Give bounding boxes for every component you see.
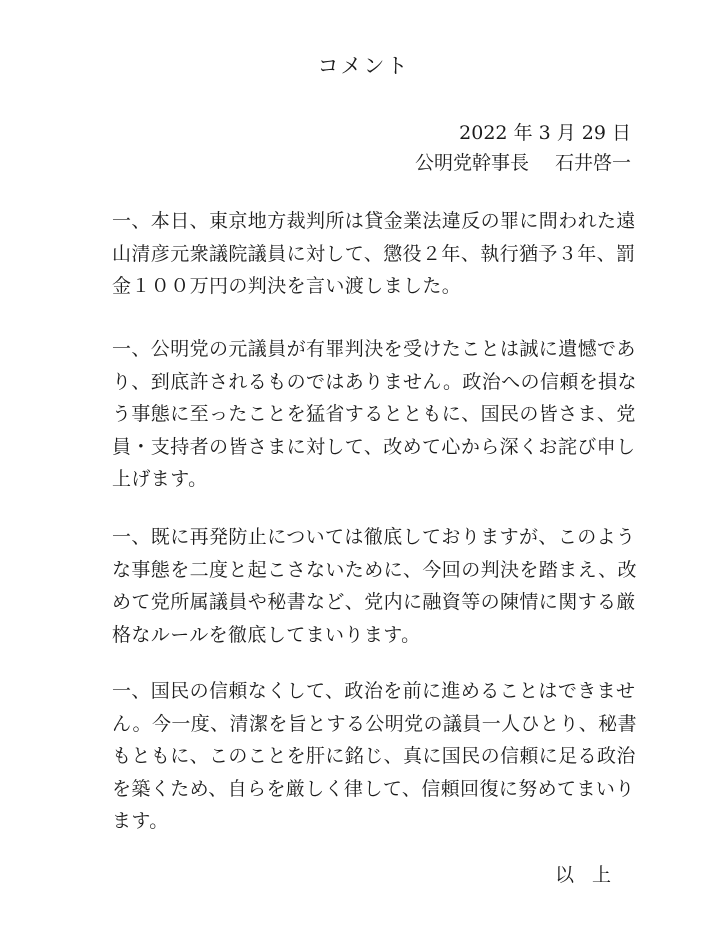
- paragraph-line: 一、既に再発防止については徹底しておりますが、このよう: [112, 526, 636, 548]
- document-date: 2022 年 3 月 29 日: [459, 122, 631, 144]
- paragraph-line: 一、公明党の元議員が有罪判決を受けたことは誠に遺憾であ: [112, 338, 636, 360]
- paragraph-line: な事態を二度と起こさないために、今回の判決を踏まえ、改: [112, 558, 637, 581]
- paragraph-line: もともに、このことを肝に銘じ、真に国民の信頼に足る政治: [112, 745, 636, 768]
- paragraph-line: 員・支持者の皆さまに対して、改めて心から深くお詫び申し: [112, 435, 636, 458]
- paragraph-line: ん。今一度、清潔を旨とする公明党の議員一人ひとり、秘書: [112, 712, 637, 735]
- closing-remark: 以上: [554, 864, 629, 886]
- paragraph-4: [112, 675, 637, 838]
- paragraph-line: 金１００万円の判決を言い渡しました。: [112, 275, 462, 298]
- paragraph-line: う事態に至ったことを猛省するとともに、国民の皆さま、党: [112, 403, 636, 426]
- paragraph-line: 山清彦元衆議院議員に対して、懲役２年、執行猶予３年、罰: [112, 242, 636, 265]
- paragraph-line: ます。: [112, 810, 169, 833]
- paragraph-line: 上げます。: [112, 468, 208, 491]
- document-title: コメント: [317, 54, 410, 78]
- paragraph-line: り、到底許されるものではありません。政治への信頼を損な: [112, 370, 637, 393]
- paragraph-line: 一、本日、東京地方裁判所は貸金業法違反の罪に問われた遠: [112, 210, 636, 232]
- paragraph-line: めて党所属議員や秘書など、党内に融資等の陳情に関する厳: [112, 591, 636, 614]
- paragraph-2: [112, 333, 637, 496]
- paragraph-line: 格なルールを徹底してまいります。: [112, 623, 421, 646]
- paragraph-1: [112, 205, 636, 303]
- paragraph-line: を築くため、自らを厳しく律して、信頼回復に努めてまいり: [112, 777, 635, 800]
- paragraph-3: [112, 521, 637, 651]
- author-line: [415, 148, 631, 175]
- author-role: 公明党幹事長: [414, 152, 529, 174]
- author-name: 石井啓一: [554, 152, 631, 174]
- paragraph-line: 一、国民の信頼なくして、政治を前に進めることはできませ: [112, 680, 636, 702]
